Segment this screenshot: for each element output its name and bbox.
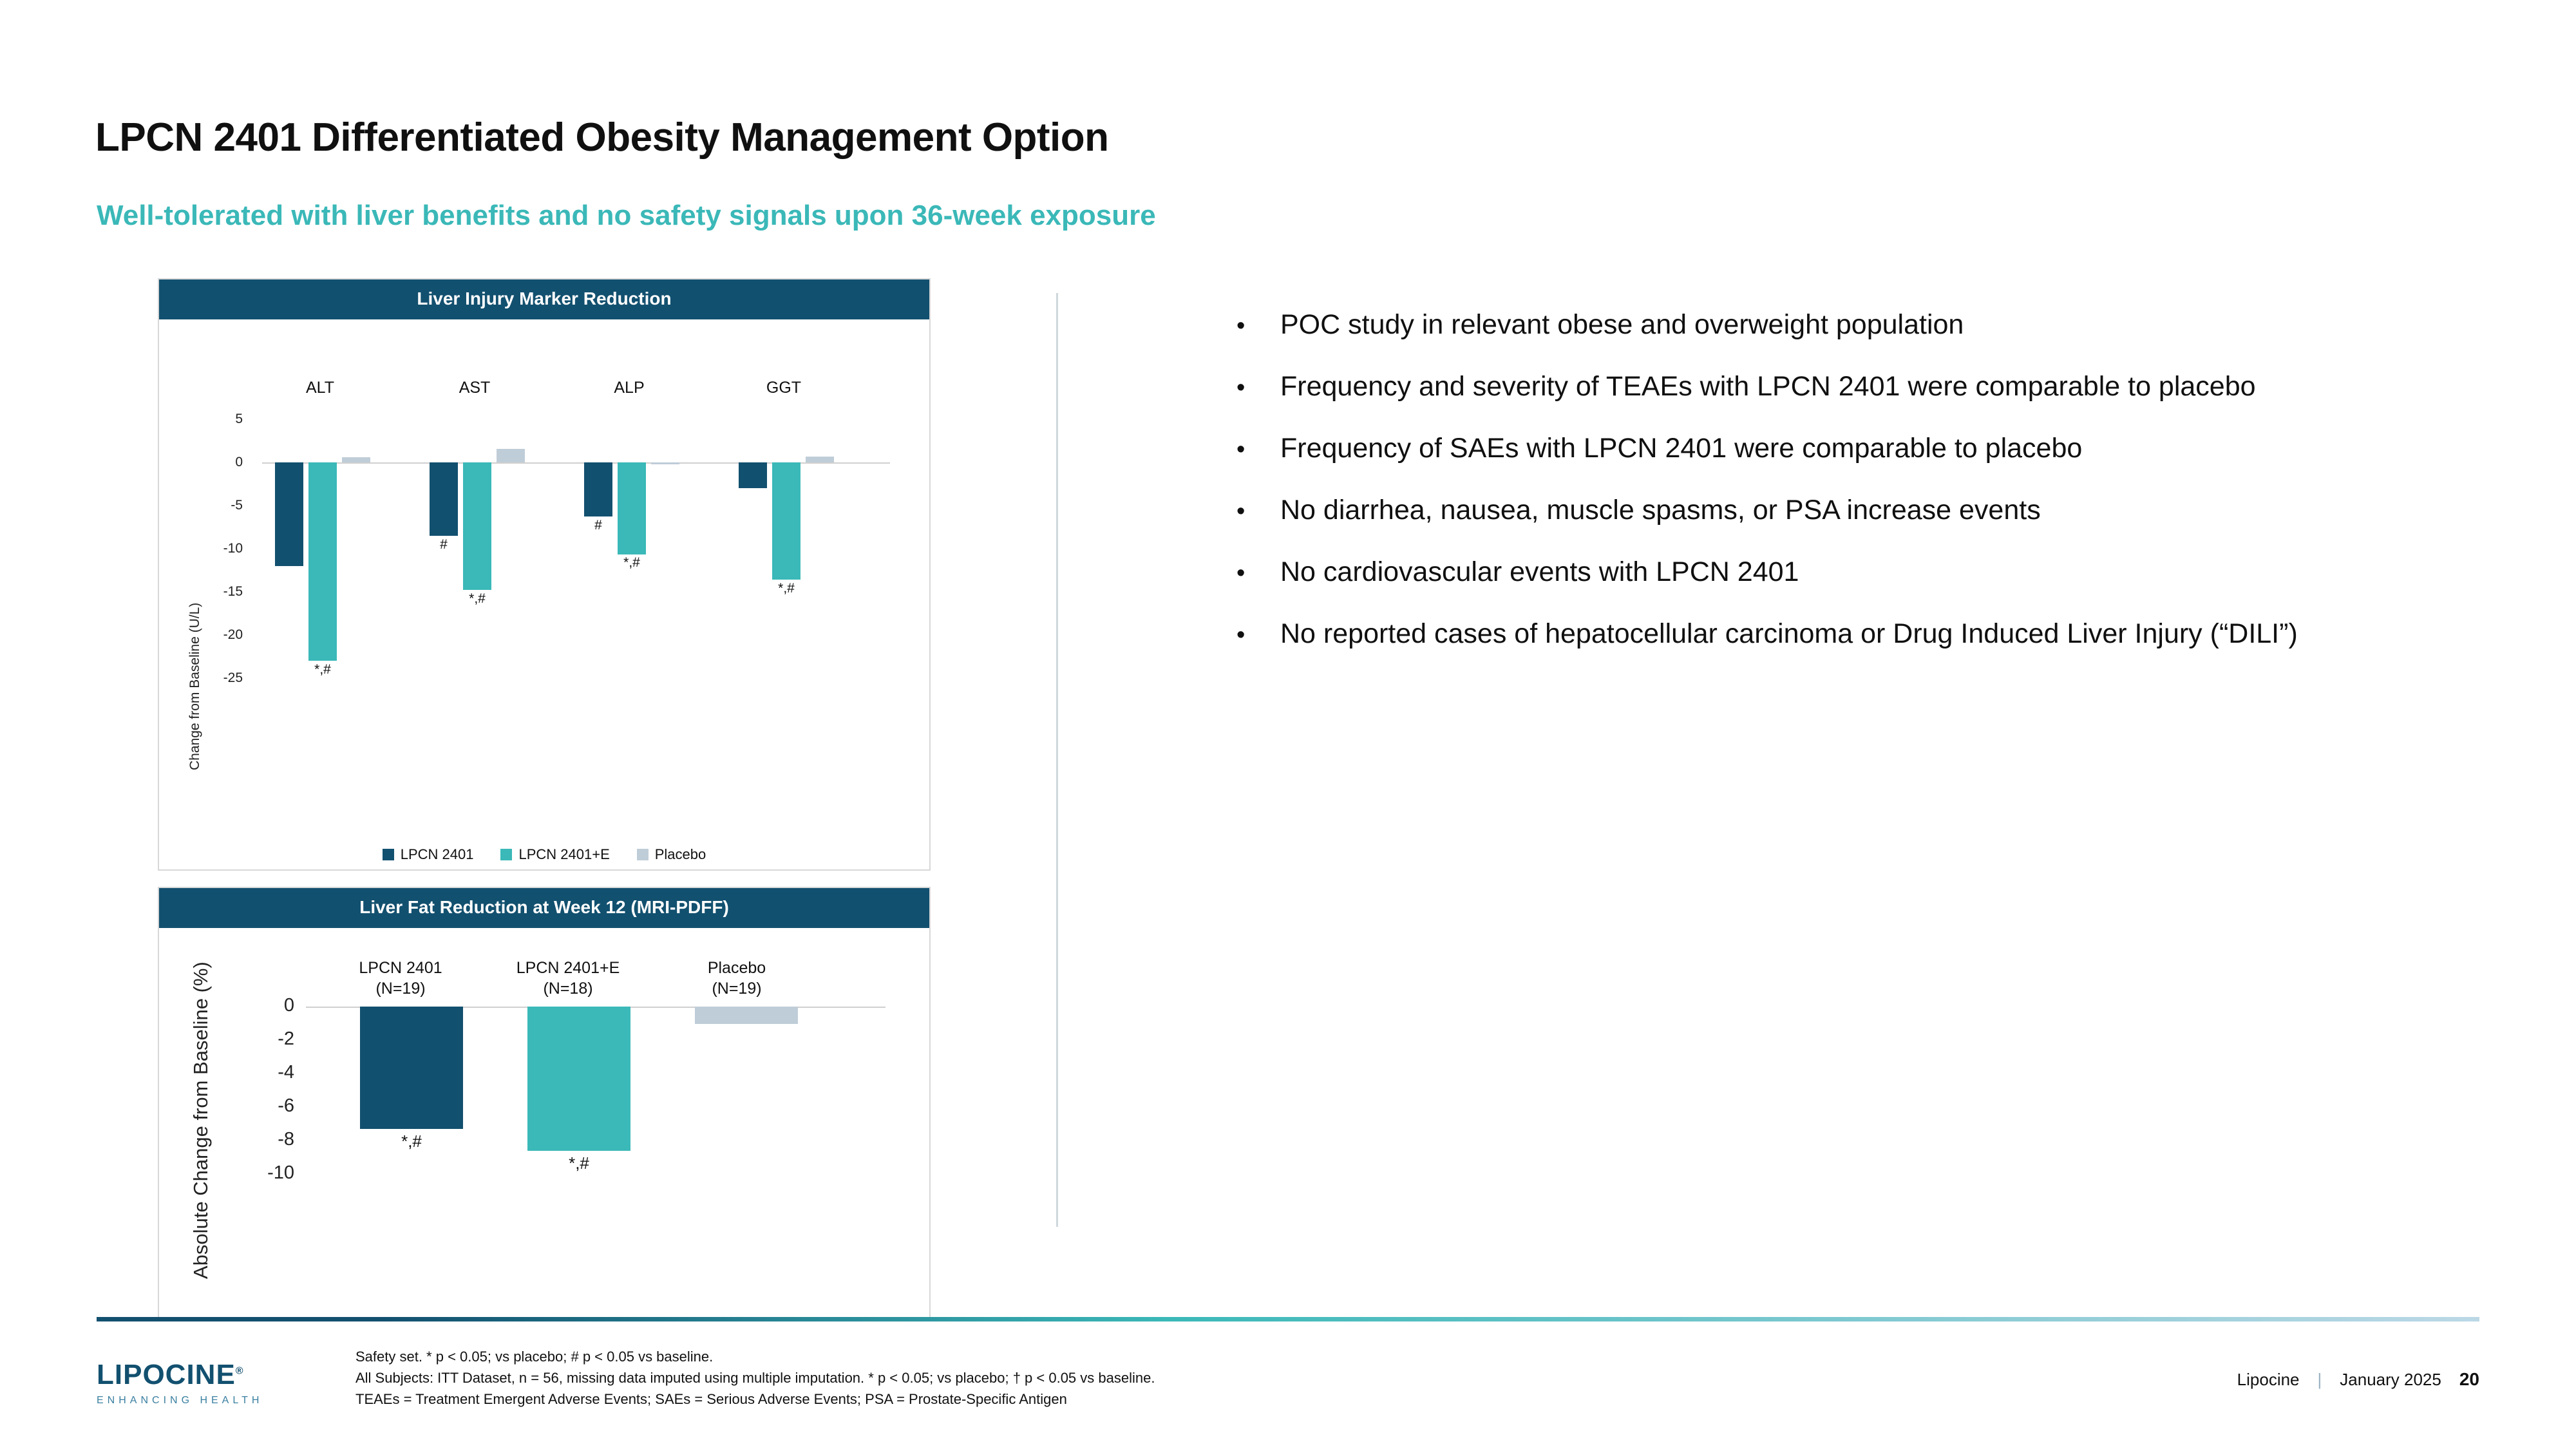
ytick-neg25: -25	[223, 670, 243, 685]
legend-swatch-icon-placebo	[637, 849, 649, 860]
footer-rule	[97, 1317, 2479, 1321]
list-item	[1211, 431, 2454, 465]
list-item	[1211, 617, 2454, 650]
list-item	[1211, 308, 2454, 341]
y-axis-label-liver-fat-text: Absolute Change from Baseline (%)	[189, 961, 212, 1279]
list-item	[1211, 493, 2454, 527]
sig-alp-lpcn2401e: *,#	[623, 555, 640, 570]
sig-alt-lpcn2401e: *,#	[314, 662, 331, 677]
chart-card-liver-injury-marker	[158, 278, 931, 871]
ytick-0: 0	[235, 455, 243, 469]
bullet-dot-icon: •	[1236, 374, 1245, 401]
footnotes	[355, 1346, 1155, 1410]
category-label-lpcn2401e-line1: LPCN 2401+E	[516, 959, 620, 977]
group-label-ast: AST	[459, 379, 491, 397]
y-axis-label-liver-fat	[189, 961, 213, 1279]
chart-card-liver-fat	[158, 887, 931, 1321]
bar-ast-placebo	[497, 449, 525, 462]
logo-registered-icon: ®	[235, 1365, 244, 1377]
bar-ggt-placebo	[806, 457, 834, 462]
charts-panel	[158, 278, 931, 1321]
bar-alt-lpcn2401	[275, 462, 303, 566]
category-label-lpcn2401e-line2: (N=18)	[543, 980, 593, 998]
group-label-alp: ALP	[614, 379, 645, 397]
sig-ggt-lpcn2401e: *,#	[778, 581, 795, 596]
vertical-divider	[1056, 293, 1058, 1227]
legend-item-placebo	[637, 846, 706, 863]
bullet-text: Frequency and severity of TEAEs with LPCN 2401 were comparable to placebo	[1280, 371, 2256, 402]
sig-liverfat-lpcn2401e: *,#	[569, 1153, 589, 1173]
footer-meta	[2237, 1369, 2479, 1390]
bar-alp-lpcn2401	[584, 462, 612, 516]
liverfat-ytick-neg4: -4	[278, 1062, 294, 1083]
bullet-text: No cardiovascular events with LPCN 2401	[1280, 556, 1799, 587]
category-label-lpcn2401-line2: (N=19)	[375, 980, 426, 998]
category-label-lpcn2401-line1: LPCN 2401	[359, 959, 442, 977]
page-title: LPCN 2401 Differentiated Obesity Management Option	[95, 115, 1109, 160]
footer-company: Lipocine	[2237, 1369, 2300, 1389]
ytick-5: 5	[235, 412, 243, 426]
footer-separator: |	[2317, 1369, 2322, 1389]
liverfat-ytick-0: 0	[283, 995, 294, 1016]
lipocine-logo	[97, 1359, 328, 1406]
bar-liverfat-placebo	[695, 1007, 798, 1024]
logo-tagline: ENHANCING HEALTH	[97, 1395, 263, 1406]
legend-swatch-icon-lpcn2401e	[500, 849, 512, 860]
legend-swatch-icon-lpcn2401	[383, 849, 394, 860]
group-label-alt: ALT	[306, 379, 334, 397]
list-item	[1211, 370, 2454, 403]
legend-item-lpcn2401e	[500, 846, 609, 863]
legend-label-placebo: Placebo	[654, 846, 706, 862]
chart-title-liver-injury-marker: Liver Injury Marker Reduction	[159, 279, 929, 319]
chart-legend-liver-injury-marker	[159, 846, 929, 863]
legend-item-lpcn2401	[383, 846, 474, 863]
bar-liverfat-lpcn2401	[360, 1007, 463, 1129]
page-subtitle: Well-tolerated with liver benefits and no safety signals upon 36-week exposure	[97, 200, 1156, 231]
bullet-dot-icon: •	[1236, 498, 1245, 525]
category-label-placebo	[650, 958, 824, 999]
ytick-neg15: -15	[223, 584, 243, 599]
footer-date: January 2025	[2340, 1369, 2441, 1389]
logo-wordmark	[97, 1359, 328, 1391]
bar-ast-lpcn2401	[430, 462, 458, 536]
bullet-text: Frequency of SAEs with LPCN 2401 were comparable to placebo	[1280, 433, 2083, 464]
bar-alp-placebo	[651, 462, 679, 464]
bar-liverfat-lpcn2401e	[527, 1007, 630, 1151]
bullet-list	[1211, 308, 2454, 679]
page-number: 20	[2459, 1369, 2479, 1389]
sig-alp-lpcn2401: #	[594, 518, 602, 533]
liverfat-ytick-neg8: -8	[278, 1129, 294, 1150]
category-label-lpcn2401e	[481, 958, 655, 999]
bar-alt-lpcn2401e	[308, 462, 337, 661]
sig-ast-lpcn2401: #	[440, 537, 448, 552]
category-label-placebo-line2: (N=19)	[712, 980, 762, 998]
liverfat-ytick-neg6: -6	[278, 1095, 294, 1116]
category-label-lpcn2401	[314, 958, 488, 999]
bar-ggt-lpcn2401	[739, 462, 767, 488]
plot-area-liver-injury-marker	[159, 319, 929, 872]
ytick-neg10: -10	[223, 541, 243, 556]
liverfat-ytick-neg2: -2	[278, 1028, 294, 1049]
footnote-line: TEAEs = Treatment Emergent Adverse Events; SAEs = Serious Adverse Events; PSA = Prostate-Specific Antigen	[355, 1391, 1067, 1407]
bullet-dot-icon: •	[1236, 621, 1245, 649]
bullet-dot-icon: •	[1236, 436, 1245, 463]
y-axis-label-liver-injury-marker: Change from Baseline (U/L)	[187, 602, 202, 770]
bar-alp-lpcn2401e	[618, 462, 646, 554]
footnote-line: Safety set. * p < 0.05; vs placebo; # p < 0.05 vs baseline.	[355, 1349, 714, 1365]
sig-liverfat-lpcn2401: *,#	[401, 1132, 422, 1151]
ytick-neg5: -5	[231, 498, 243, 513]
logo-word-text: LIPOCINE	[97, 1359, 236, 1390]
plot-area-liver-fat	[159, 928, 929, 1323]
footnote-line: All Subjects: ITT Dataset, n = 56, missing data imputed using multiple imputation. * p < 0.05; vs placebo; † p < 0.05 vs baseline.	[355, 1370, 1155, 1386]
sig-ast-lpcn2401e: *,#	[469, 591, 486, 606]
bullet-text: No diarrhea, nausea, muscle spasms, or PSA increase events	[1280, 495, 2041, 526]
legend-label-lpcn2401: LPCN 2401	[400, 846, 474, 862]
bullet-text: No reported cases of hepatocellular carcinoma or Drug Induced Liver Injury (“DILI”)	[1280, 618, 2298, 649]
list-item	[1211, 555, 2454, 589]
bar-ggt-lpcn2401e	[772, 462, 800, 580]
liverfat-ytick-neg10: -10	[267, 1162, 294, 1183]
group-label-ggt: GGT	[766, 379, 802, 397]
chart-title-liver-fat: Liver Fat Reduction at Week 12 (MRI-PDFF)	[159, 888, 929, 928]
ytick-neg20: -20	[223, 627, 243, 642]
bullet-text: POC study in relevant obese and overweight population	[1280, 309, 1964, 340]
legend-label-lpcn2401e: LPCN 2401+E	[518, 846, 610, 862]
bar-ast-lpcn2401e	[463, 462, 491, 590]
bullet-dot-icon: •	[1236, 560, 1245, 587]
bar-alt-placebo	[342, 457, 370, 462]
bullet-dot-icon: •	[1236, 312, 1245, 339]
category-label-placebo-line1: Placebo	[707, 959, 766, 977]
